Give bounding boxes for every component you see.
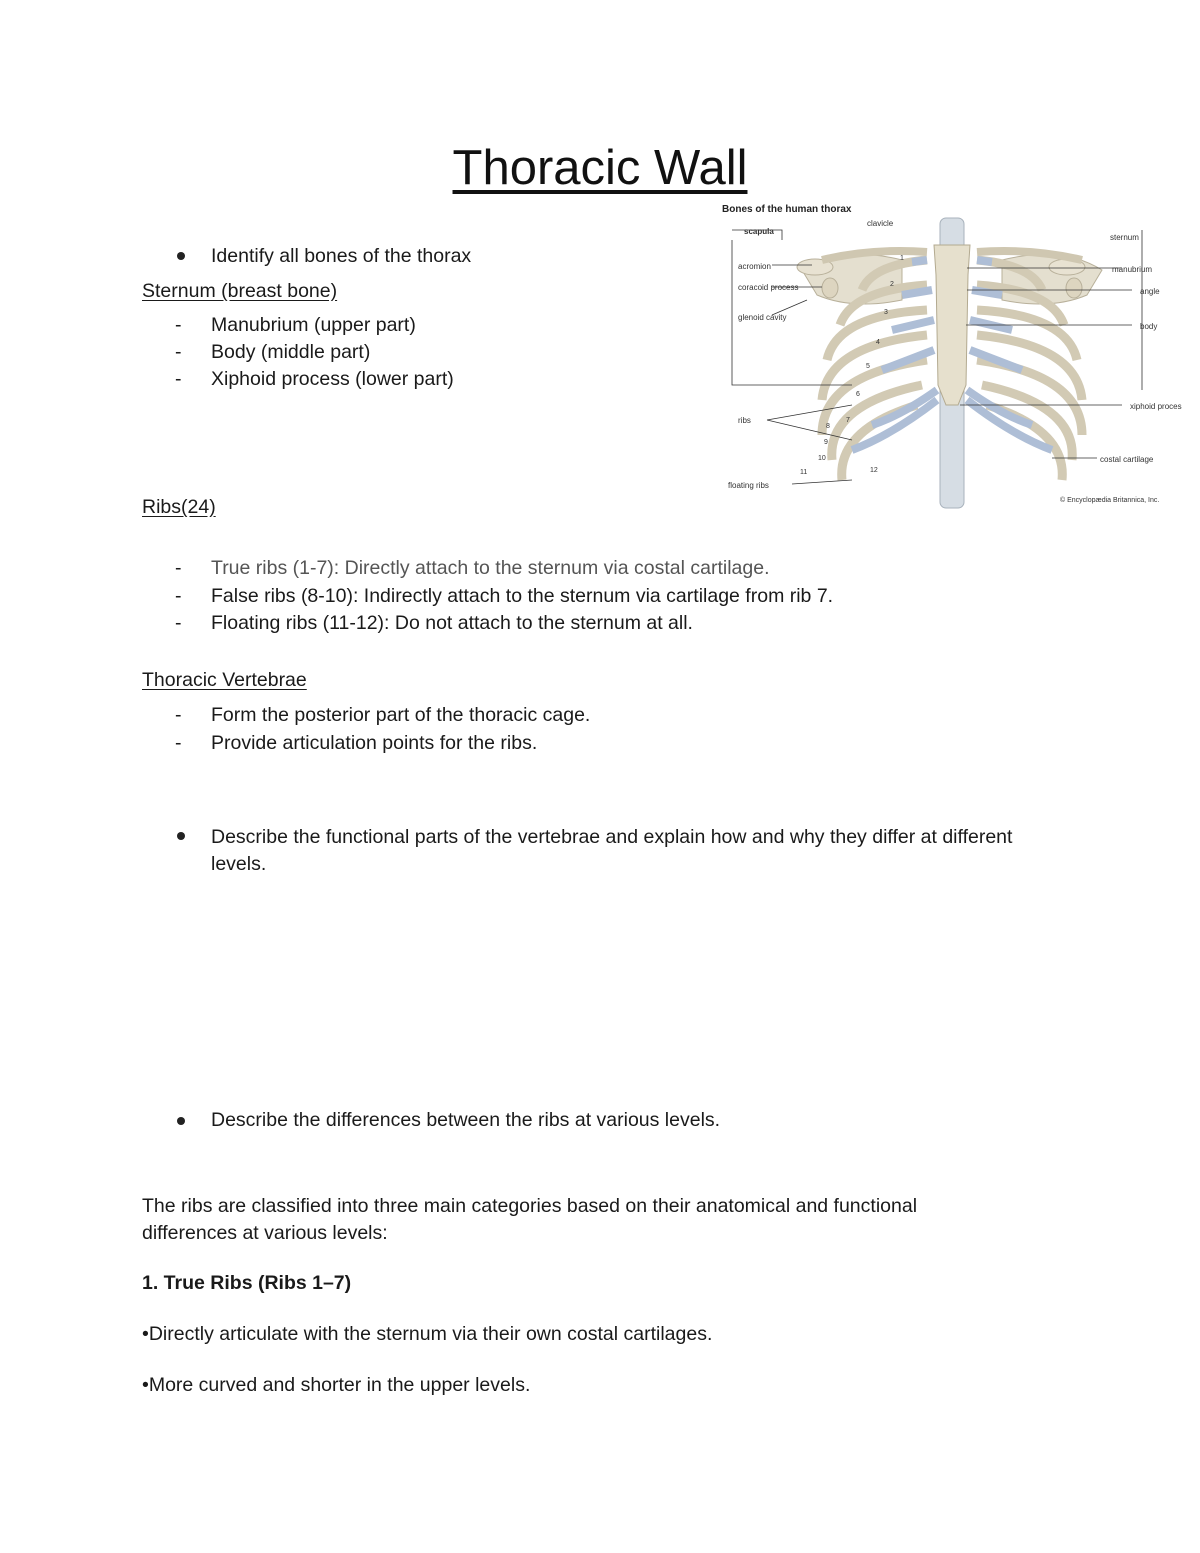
sternum-item: Xiphoid process (lower part) [211, 368, 454, 390]
ribs-item: True ribs (1-7): Directly attach to the sternum via costal cartilage. [211, 557, 770, 579]
sternum-item: Body (middle part) [211, 341, 371, 363]
rib-number: 8 [826, 423, 830, 430]
rib-number: 4 [876, 339, 880, 346]
rib-number: 2 [890, 281, 894, 288]
rib-number: 5 [866, 363, 870, 370]
objective-identify-bones: Identify all bones of the thorax [211, 245, 472, 267]
label-glenoid: glenoid cavity [738, 313, 787, 322]
page-title: Thoracic Wall [452, 141, 748, 195]
vertebrae-heading: Thoracic Vertebrae [142, 669, 307, 691]
thorax-illustration [722, 200, 1182, 512]
label-credit: © Encyclopædia Britannica, Inc. [1060, 497, 1160, 504]
rib-number: 6 [856, 391, 860, 398]
figure-title: Bones of the human thorax [722, 204, 852, 215]
thorax-figure [722, 200, 1182, 512]
label-costal-cartilage: costal cartilage [1100, 455, 1154, 464]
label-floating-ribs: floating ribs [728, 481, 769, 490]
label-scapula: scapula [744, 227, 774, 236]
rib-number: 11 [800, 469, 808, 476]
vertebrae-item: Provide articulation points for the ribs. [211, 732, 538, 754]
true-ribs-point: •More curved and shorter in the upper levels. [142, 1374, 531, 1396]
label-clavicle: clavicle [867, 219, 894, 228]
dash-icon: - [175, 732, 182, 754]
dash-icon: - [175, 341, 182, 363]
sternum-item: Manubrium (upper part) [211, 314, 416, 336]
bullet-icon [177, 832, 185, 840]
dash-icon: - [175, 368, 182, 390]
bullet-icon [177, 252, 185, 260]
rib-number: 7 [846, 417, 850, 424]
label-manubrium: manubrium [1112, 265, 1153, 274]
label-coracoid: coracoid process [738, 283, 799, 292]
dash-icon: - [175, 314, 182, 336]
rib-number: 3 [884, 309, 888, 316]
true-ribs-point: •Directly articulate with the sternum via their own costal cartilages. [142, 1323, 713, 1345]
rib-number: 9 [824, 439, 828, 446]
bullet-icon [177, 1117, 185, 1125]
label-acromion: acromion [738, 262, 771, 271]
dash-icon: - [175, 704, 182, 726]
ribs-item: False ribs (8-10): Indirectly attach to the sternum via cartilage from rib 7. [211, 585, 834, 607]
objective-rib-differences: Describe the differences between the ribs at various levels. [211, 1109, 721, 1131]
label-ribs: ribs [738, 416, 751, 425]
dash-icon: - [175, 585, 182, 607]
ribs-item: Floating ribs (11-12): Do not attach to the sternum at all. [211, 612, 693, 634]
ribs-classification-paragraph: The ribs are classified into three main categories based on their anatomical and functional differences at various levels: [142, 1195, 918, 1244]
sternum-heading: Sternum (breast bone) [142, 280, 338, 302]
vertebrae-item: Form the posterior part of the thoracic cage. [211, 704, 591, 726]
rib-number: 10 [818, 455, 826, 462]
dash-icon: - [175, 557, 182, 579]
label-xiphoid: xiphoid process [1130, 402, 1182, 411]
ribs-heading: Ribs(24) [142, 496, 216, 518]
dash-icon: - [175, 612, 182, 634]
rib-number: 1 [900, 255, 904, 262]
true-ribs-heading: 1. True Ribs (Ribs 1–7) [142, 1272, 352, 1294]
label-angle: angle [1140, 287, 1160, 296]
objective-vertebrae-parts: Describe the functional parts of the vertebrae and explain how and why they differ at different levels. [211, 826, 1013, 875]
label-body: body [1140, 322, 1158, 331]
rib-number: 12 [870, 467, 878, 474]
label-sternum: sternum [1110, 233, 1139, 242]
